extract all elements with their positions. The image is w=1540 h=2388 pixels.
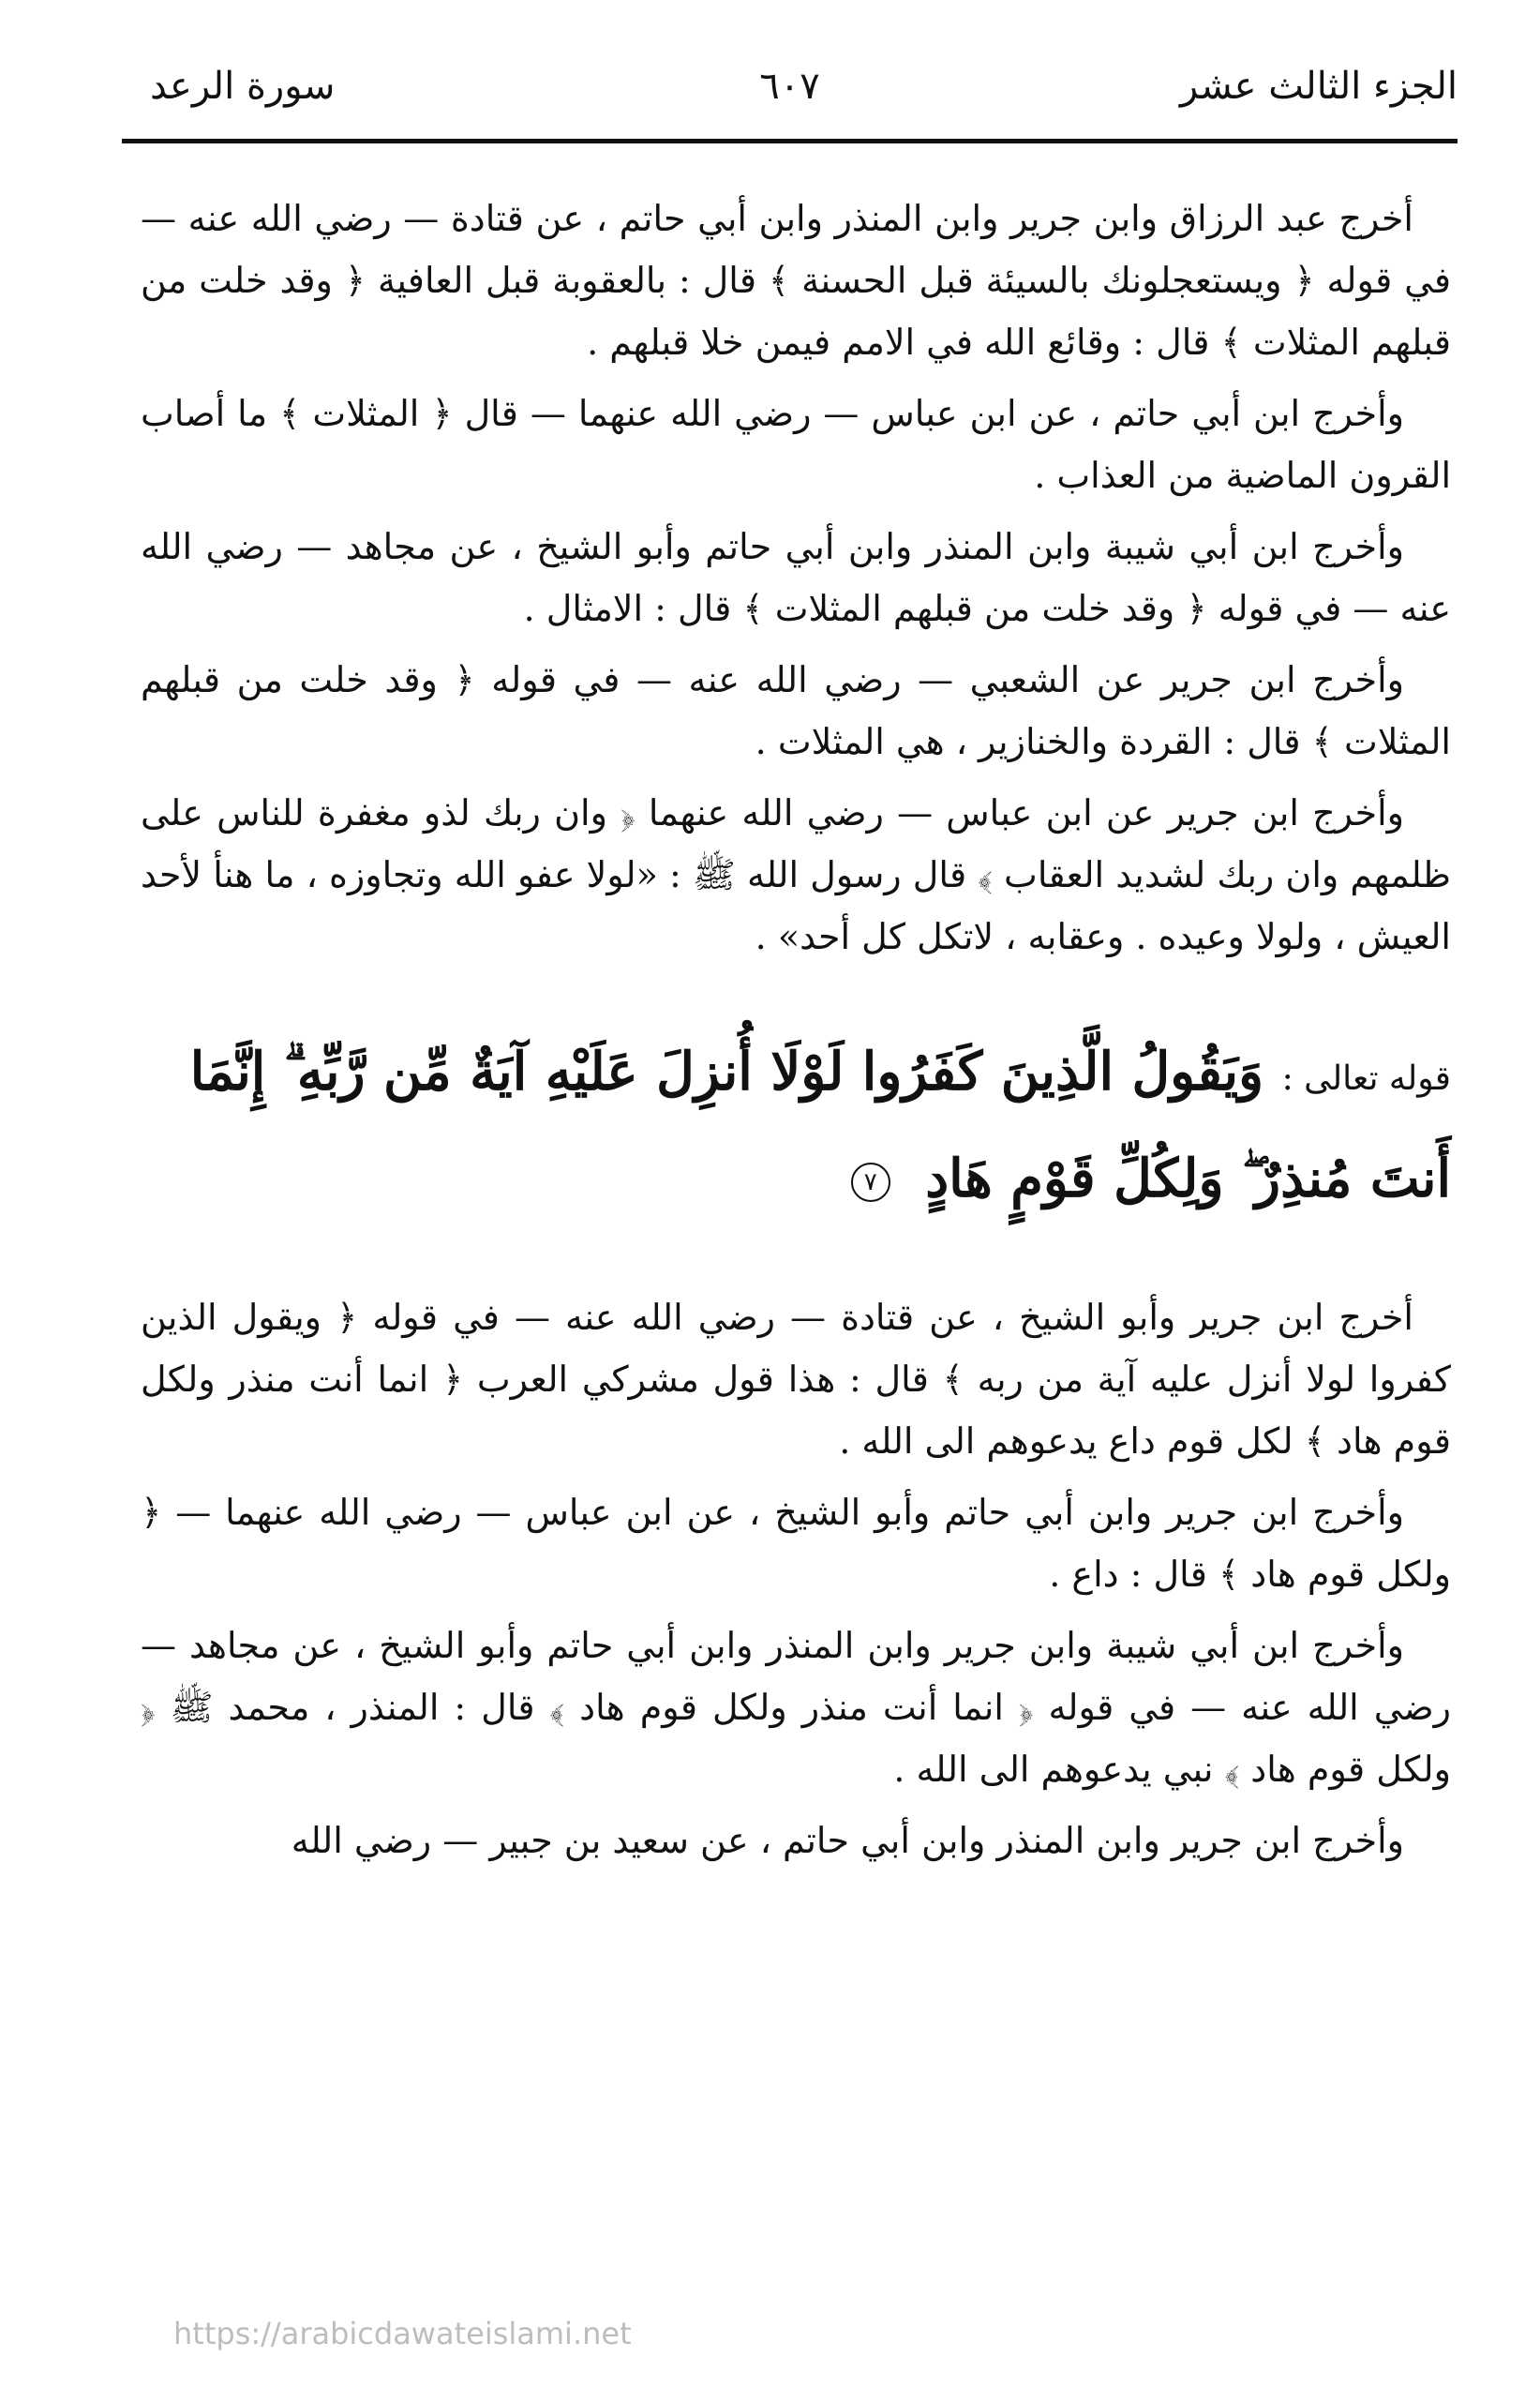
header-rule xyxy=(122,139,1458,143)
watermark-url: https://arabicdawateislami.net xyxy=(173,2316,632,2351)
verse-intro: قوله تعالى : xyxy=(1281,1059,1451,1098)
paragraph: وأخرج ابن جرير وابن المنذر وابن أبي حاتم ، عن سعيد بن جبير — رضي الله xyxy=(291,1820,1404,1861)
paragraph: وأخرج ابن جرير عن الشعبي — رضي الله عنه — في قوله ﴿ وقد خلت من قبلهم المثلات ﴾ قال : القردة والخنازير ، هي المثلات . xyxy=(141,659,1451,762)
paragraph: وأخرج ابن جرير عن ابن عباس — رضي الله عنهما ﴿ وان ربك لذو مغفرة للناس على ظلمهم وان ربك لشديد العقاب ﴾ قال رسول الله ﷺ : «لولا عفو الله وتجاوزه ، ما هنأ لأحد العيش ، ولولا وعيده . وعقابه ، لاتكل كل أحد» . xyxy=(141,792,1451,957)
verse-text: وَيَقُولُ الَّذِينَ كَفَرُوا لَوْلَا أُنزِلَ عَلَيْهِ آيَةٌ مِّن رَّبِّهِ ۗ إِنَّمَا أَنتَ مُنذِرٌ ۖ وَلِكُلِّ قَوْمٍ هَادٍ xyxy=(189,1041,1451,1209)
quran-verse xyxy=(141,1022,1451,1228)
ayah-number-marker: ٧ xyxy=(851,1163,890,1202)
paragraph: أخرج ابن جرير وأبو الشيخ ، عن قتادة — رضي الله عنه — في قوله ﴿ ويقول الذين كفروا لولا أنزل عليه آية من ربه ﴾ قال : هذا قول مشركي العرب ﴿ انما أنت منذر ولكل قوم هاد ﴾ لكل قوم داع يدعوهم الى الله . xyxy=(141,1297,1451,1462)
page-body xyxy=(141,188,1451,1881)
paragraph: وأخرج ابن جرير وابن أبي حاتم وأبو الشيخ ، عن ابن عباس — رضي الله عنهما — ﴿ ولكل قوم هاد ﴾ قال : داع . xyxy=(141,1492,1451,1595)
surah-title: سورة الرعد xyxy=(150,65,336,108)
paragraph: وأخرج ابن أبي حاتم ، عن ابن عباس — رضي الله عنهما — قال ﴿ المثلات ﴾ ما أصاب القرون الماضية من العذاب . xyxy=(141,393,1451,496)
paragraph: وأخرج ابن أبي شيبة وابن المنذر وابن أبي حاتم وأبو الشيخ ، عن مجاهد — رضي الله عنه — في قوله ﴿ وقد خلت من قبلهم المثلات ﴾ قال : الامثال . xyxy=(141,526,1451,629)
page-number: ٦٠٧ xyxy=(759,65,820,108)
page-header xyxy=(122,49,1458,124)
part-title: الجزء الثالث عشر xyxy=(1179,65,1458,108)
paragraph: وأخرج ابن أبي شيبة وابن جرير وابن المنذر وابن أبي حاتم وأبو الشيخ ، عن مجاهد — رضي الله عنه — في قوله ﴿ انما أنت منذر ولكل قوم هاد ﴾ قال : المنذر ، محمد ﷺ ﴿ ولكل قوم هاد ﴾ نبي يدعوهم الى الله . xyxy=(141,1625,1451,1790)
paragraph: أخرج عبد الرزاق وابن جرير وابن المنذر وابن أبي حاتم ، عن قتادة — رضي الله عنه — في قوله ﴿ ويستعجلونك بالسيئة قبل الحسنة ﴾ قال : بالعقوبة قبل العافية ﴿ وقد خلت من قبلهم المثلات ﴾ قال : وقائع الله في الامم فيمن خلا قبلهم . xyxy=(141,198,1451,363)
